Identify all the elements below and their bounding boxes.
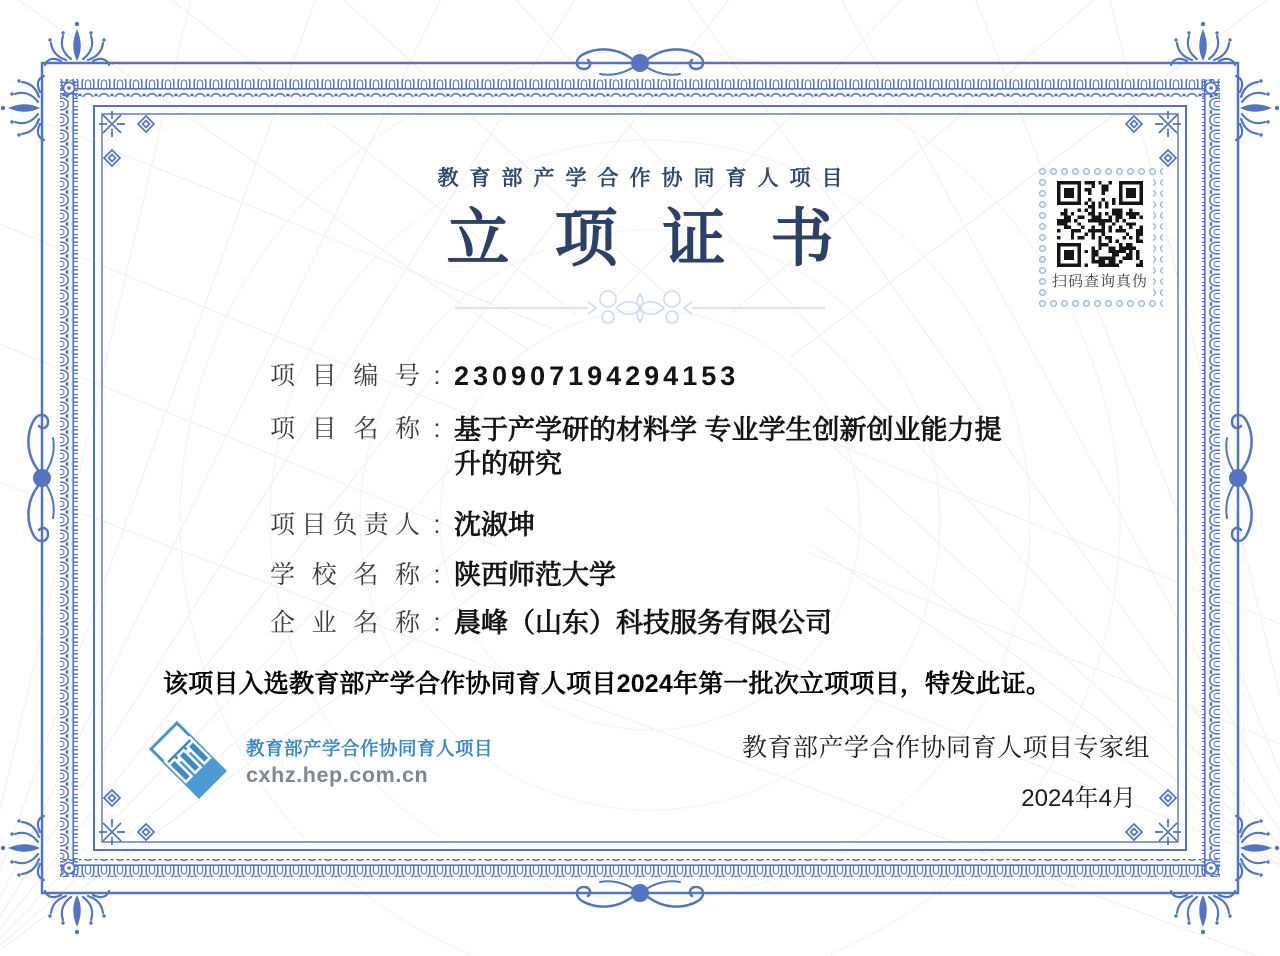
field-project-name bbox=[270, 411, 1070, 481]
field-value: 晨峰（山东）科技服务有限公司 bbox=[454, 608, 832, 638]
logo-website: cxhz.hep.com.cn bbox=[246, 763, 429, 787]
qr-caption: 扫码查询真伪 bbox=[1051, 273, 1148, 290]
program-logo-block bbox=[142, 714, 493, 808]
field-value: 沈淑坤 bbox=[454, 510, 535, 540]
program-name-text: 教育部产学合作协同育人项目 bbox=[437, 167, 854, 190]
field-school-name bbox=[270, 557, 1070, 594]
field-project-number bbox=[270, 358, 1070, 395]
program-logo-text bbox=[246, 735, 493, 808]
field-label: 项目名称 bbox=[270, 415, 420, 443]
field-label: 项目编号 bbox=[270, 362, 420, 390]
award-statement: 该项目入选教育部产学合作协同育人项目2024年第一批次立项项目，特发此证。 bbox=[163, 670, 1052, 698]
field-label: 学校名称 bbox=[270, 561, 420, 589]
field-colon: : bbox=[433, 415, 441, 443]
field-project-leader bbox=[270, 507, 1070, 544]
issuer-block bbox=[742, 728, 1150, 813]
field-label: 企业名称 bbox=[270, 609, 420, 637]
field-company-name bbox=[270, 605, 1070, 642]
issuer-name: 教育部产学合作协同育人项目专家组 bbox=[741, 734, 1150, 762]
field-value: 陕西师范大学 bbox=[454, 560, 616, 590]
field-value: 基于产学研的材料学 专业学生创新创业能力提升的研究 bbox=[454, 415, 1002, 479]
qr-box bbox=[1047, 176, 1153, 300]
field-colon: : bbox=[433, 609, 441, 637]
program-logo-icon bbox=[142, 714, 236, 808]
field-label: 项目负责人 bbox=[270, 511, 420, 539]
field-colon: : bbox=[433, 561, 441, 589]
issue-date: 2024年4月 bbox=[1021, 785, 1136, 812]
field-colon: : bbox=[433, 511, 441, 539]
logo-program-name: 教育部产学合作协同育人项目 bbox=[246, 738, 494, 759]
title-divider-ornament bbox=[455, 291, 825, 323]
certificate-fields bbox=[270, 358, 1070, 642]
qr-verification-stamp bbox=[1037, 166, 1163, 310]
certificate-title-text: 立项证书 bbox=[446, 204, 879, 274]
field-colon: : bbox=[433, 362, 441, 390]
qr-code-icon bbox=[1057, 181, 1143, 267]
field-value: 230907194294153 bbox=[454, 361, 740, 391]
